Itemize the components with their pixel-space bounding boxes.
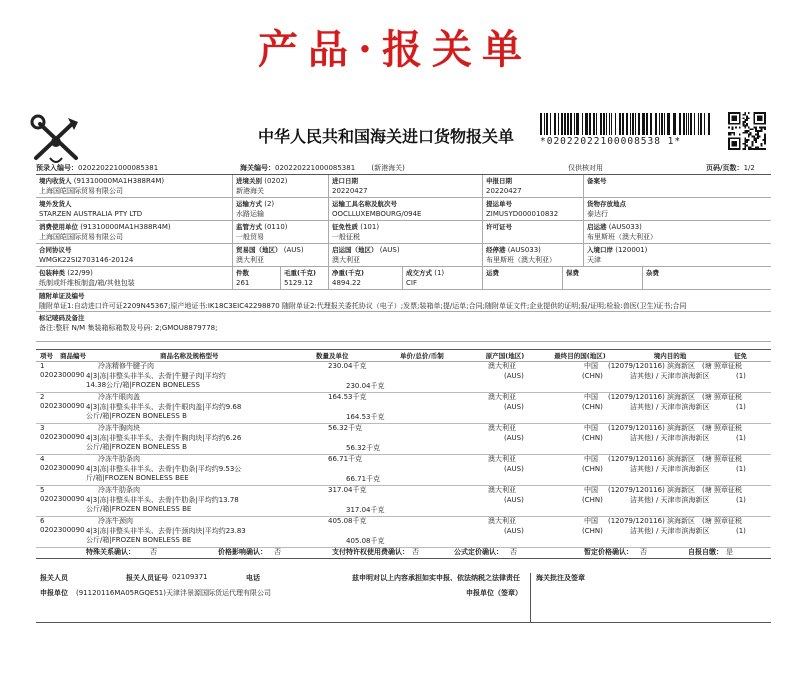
goods-name: 冷冻牛肋条肉 bbox=[98, 486, 140, 494]
goods-spec1: 4|3|冻|非整头非半头、去骨|牛腱子肉|平均约 bbox=[86, 372, 226, 380]
formula-price-label: 公式定价确认： bbox=[454, 548, 503, 556]
packaging-field bbox=[482, 267, 562, 289]
packaging-field bbox=[36, 267, 232, 289]
header-field bbox=[36, 198, 232, 220]
header-field bbox=[482, 198, 583, 220]
field-code: (1) bbox=[434, 269, 445, 277]
header-field bbox=[328, 221, 482, 243]
header-field bbox=[36, 221, 232, 243]
goods-qty2: 230.04千克 bbox=[346, 382, 385, 390]
goods-origin: 澳大利亚 bbox=[488, 362, 516, 370]
goods-column-header: 境内目的地 bbox=[653, 352, 687, 360]
declaring-unit-label: 申报单位 bbox=[40, 589, 68, 597]
goods-row bbox=[36, 424, 771, 455]
field-label: 经停港 bbox=[486, 246, 506, 254]
field-label: 贸易国（地区） bbox=[236, 246, 282, 254]
field-value: 布里斯班（澳大利亚） bbox=[587, 233, 657, 241]
goods-table-header bbox=[36, 350, 771, 362]
header-field bbox=[232, 244, 328, 266]
field-code: (120001) bbox=[615, 246, 648, 254]
goods-spec2: 公斤/箱|FROZEN BONELESS BE bbox=[86, 505, 192, 513]
header-field bbox=[328, 244, 482, 266]
goods-dest: 中国 bbox=[584, 486, 598, 494]
field-code: (AUS) bbox=[283, 246, 304, 254]
declaring-unit-seal-label: 申报单位（签章） bbox=[466, 589, 522, 597]
field-value: 泰达行 bbox=[587, 210, 608, 218]
field-value: 澳大利亚 bbox=[332, 256, 360, 264]
goods-name: 冷冻牛颈肉 bbox=[98, 517, 133, 525]
goods-row bbox=[36, 486, 771, 517]
field-value: 20220427 bbox=[332, 187, 368, 195]
field-label: 启运国（地区） bbox=[332, 246, 378, 254]
field-value: 一般征税 bbox=[332, 233, 360, 241]
price-impact-label: 价格影响确认： bbox=[218, 548, 267, 556]
header-field bbox=[328, 198, 482, 220]
goods-no: 6 bbox=[40, 517, 45, 525]
goods-domestic1: (12079/120116) 滨海新区 bbox=[608, 455, 696, 463]
packaging-field bbox=[642, 267, 771, 289]
field-value: 261 bbox=[236, 279, 250, 287]
field-label: 备案号 bbox=[587, 177, 607, 185]
header-field bbox=[328, 175, 482, 197]
goods-no: 5 bbox=[40, 486, 45, 494]
declarant-cert-value: 02109371 bbox=[172, 573, 208, 581]
goods-no: 4 bbox=[40, 455, 45, 463]
field-value: 纸制或纤维板制盒/箱/其他包装 bbox=[39, 279, 135, 287]
goods-column-header: 商品编号 bbox=[60, 352, 86, 360]
goods-column-header: 数量及单位 bbox=[316, 352, 349, 360]
field-code: (AUS) bbox=[379, 246, 400, 254]
qr-code-icon bbox=[728, 112, 766, 150]
goods-code: 0202300090 bbox=[40, 495, 85, 503]
declaration-footer bbox=[36, 573, 771, 623]
packaging-field bbox=[562, 267, 642, 289]
goods-domestic1: (12079/120116) 滨海新区 bbox=[608, 424, 696, 432]
field-label: 征免性质 bbox=[332, 223, 358, 231]
goods-dest: 中国 bbox=[584, 362, 598, 370]
goods-tax2: (1) bbox=[736, 496, 746, 504]
goods-domestic2: 洁其他) / 天津市滨海新区 bbox=[630, 403, 710, 411]
goods-table bbox=[36, 349, 771, 548]
goods-domestic1: (12079/120116) 滨海新区 bbox=[608, 517, 696, 525]
goods-origin: 澳大利亚 bbox=[488, 424, 516, 432]
goods-qty2: 164.53千克 bbox=[346, 413, 385, 421]
goods-qty1: 405.08千克 bbox=[328, 517, 367, 525]
header-field bbox=[482, 244, 583, 266]
field-label: 运输方式 bbox=[236, 200, 262, 208]
goods-tax: (塘 照章征税 bbox=[702, 393, 742, 401]
goods-qty1: 56.32千克 bbox=[328, 424, 363, 432]
self-payment-label: 自报自缴： bbox=[688, 548, 723, 556]
header-row bbox=[36, 198, 771, 221]
goods-column-header: 最终目的国(地区) bbox=[554, 352, 606, 360]
field-label: 许可证号 bbox=[486, 223, 512, 231]
goods-spec2: 斤/箱|FROZEN BONELESS BEE bbox=[86, 474, 189, 482]
field-label: 杂费 bbox=[646, 269, 659, 277]
goods-spec1: 4|3|冻|非整头非半头、去骨|牛肋条|平均约9.53公 bbox=[86, 465, 242, 473]
field-value: STARZEN AUSTRALIA PTY LTD bbox=[39, 210, 143, 218]
goods-spec1: 4|3|冻|非整头非半头、去骨|牛颈肉块|平均约23.83 bbox=[86, 527, 246, 535]
packaging-field bbox=[328, 267, 402, 289]
field-value: 新港海关 bbox=[236, 187, 264, 195]
provisional-price-label: 暂定价格确认： bbox=[584, 548, 633, 556]
field-value bbox=[566, 278, 639, 288]
goods-qty2: 66.71千克 bbox=[346, 475, 381, 483]
field-value: 天津 bbox=[587, 256, 601, 264]
goods-domestic2: 洁其他) / 天津市滨海新区 bbox=[630, 434, 710, 442]
field-label: 货物存放地点 bbox=[587, 200, 626, 208]
goods-name: 冷冻精修牛腱子肉 bbox=[98, 362, 154, 370]
legal-statement: 兹申明对以上内容承担如实申报、依法纳税之法律责任 bbox=[352, 574, 520, 582]
royalty-value: 否 bbox=[412, 548, 419, 556]
goods-code: 0202300090 bbox=[40, 402, 85, 410]
goods-origin: 澳大利亚 bbox=[488, 393, 516, 401]
goods-column-header: 商品名称及规格型号 bbox=[160, 352, 219, 360]
provisional-price-value: 否 bbox=[640, 548, 647, 556]
goods-column-header: 原产国(地区) bbox=[485, 352, 525, 360]
field-label: 件数 bbox=[236, 269, 249, 277]
customs-note-label: 海关批注及签章 bbox=[536, 574, 585, 582]
field-code: (101) bbox=[360, 223, 380, 231]
packaging-field bbox=[232, 267, 280, 289]
royalty-label: 支付特许权使用费确认： bbox=[332, 548, 409, 556]
field-code: (AUS033) bbox=[608, 223, 642, 231]
field-value: 4894.22 bbox=[332, 279, 361, 287]
field-value: WMGK22SI2703146-20124 bbox=[39, 256, 134, 264]
packaging-row bbox=[36, 267, 771, 290]
goods-name: 冷冻牛眼肉盖 bbox=[98, 393, 140, 401]
field-label: 提运单号 bbox=[486, 200, 512, 208]
field-value: 20220427 bbox=[486, 187, 522, 195]
field-code: (91310000MA1H388R4M) bbox=[73, 177, 165, 185]
field-label: 入境口岸 bbox=[587, 246, 613, 254]
goods-dest-code: (CHN) bbox=[582, 372, 603, 380]
goods-qty2: 317.04千克 bbox=[346, 506, 385, 514]
goods-dest-code: (CHN) bbox=[582, 434, 603, 442]
goods-code: 0202300090 bbox=[40, 526, 85, 534]
goods-spec2: 公斤/箱|FROZEN BONELESS BE bbox=[86, 536, 192, 544]
goods-tax: (塘 照章征税 bbox=[702, 486, 742, 494]
form-title: 中华人民共和国海关进口货物报关单 bbox=[258, 127, 515, 146]
field-label: 境外发货人 bbox=[39, 200, 72, 208]
goods-tax2: (1) bbox=[736, 403, 746, 411]
goods-origin: 澳大利亚 bbox=[488, 517, 516, 525]
goods-spec2: 公斤/箱|FROZEN BONELESS B bbox=[86, 443, 187, 451]
header-field bbox=[232, 198, 328, 220]
goods-column-header: 项号 bbox=[40, 352, 53, 360]
goods-spec1: 4|3|冻|非整头非半头、去骨|牛胸肉块|平均约6.26 bbox=[86, 434, 242, 442]
field-code: (AUS033) bbox=[507, 246, 541, 254]
goods-dest: 中国 bbox=[584, 455, 598, 463]
goods-qty2: 405.08千克 bbox=[346, 537, 385, 545]
self-payment-value: 是 bbox=[726, 548, 733, 556]
goods-domestic1: (12079/120116) 滨海新区 bbox=[608, 362, 696, 370]
header-field bbox=[482, 175, 583, 197]
header-field bbox=[36, 175, 232, 197]
goods-name: 冷冻牛胸肉块 bbox=[98, 424, 140, 432]
goods-row bbox=[36, 517, 771, 548]
goods-dest: 中国 bbox=[584, 424, 598, 432]
price-impact-value: 否 bbox=[274, 548, 281, 556]
goods-origin-code: (AUS) bbox=[504, 527, 524, 535]
field-label: 标记唛码及备注 bbox=[39, 314, 85, 322]
goods-origin-code: (AUS) bbox=[504, 434, 524, 442]
field-label: 随附单证及编号 bbox=[39, 292, 85, 300]
field-value: ZIMUSYD000010832 bbox=[486, 210, 559, 218]
field-value bbox=[646, 278, 768, 288]
field-code: (0110) bbox=[264, 223, 288, 231]
page-indicator: 页码/页数：1/2 bbox=[706, 164, 755, 172]
special-relation-value: 否 bbox=[150, 548, 157, 556]
field-label: 监管方式 bbox=[236, 223, 262, 231]
goods-domestic2: 洁其他) / 天津市滨海新区 bbox=[630, 496, 710, 504]
goods-domestic2: 洁其他) / 天津市滨海新区 bbox=[630, 465, 710, 473]
header-form bbox=[36, 174, 771, 342]
goods-no: 2 bbox=[40, 393, 45, 401]
phone-label: 电话 bbox=[246, 574, 260, 582]
header-row bbox=[36, 221, 771, 244]
field-label: 申报日期 bbox=[486, 177, 512, 185]
header-field bbox=[36, 244, 232, 266]
goods-domestic1: (12079/120116) 滨海新区 bbox=[608, 486, 696, 494]
field-label: 净重(千克) bbox=[332, 269, 364, 277]
goods-origin-code: (AUS) bbox=[504, 496, 524, 504]
goods-spec2: 公斤/箱|FROZEN BONELESS B bbox=[86, 412, 187, 420]
remarks-row bbox=[36, 312, 771, 342]
field-value: 一般贸易 bbox=[236, 233, 264, 241]
goods-code: 0202300090 bbox=[40, 433, 85, 441]
goods-spec2: 14.38公斤/箱|FROZEN BONELESS bbox=[86, 381, 200, 389]
goods-domestic2: 洁其他) / 天津市滨海新区 bbox=[630, 372, 710, 380]
goods-origin-code: (AUS) bbox=[504, 465, 524, 473]
field-label: 运费 bbox=[486, 269, 499, 277]
field-value: 备注:整肝 N/M 集装箱标箱数及号码: 2;GMOU8879778; bbox=[39, 324, 218, 332]
field-value: 上海国皑国际贸易有限公司 bbox=[39, 233, 123, 241]
goods-code: 0202300090 bbox=[40, 371, 85, 379]
field-label: 消费使用单位 bbox=[39, 223, 78, 231]
goods-row bbox=[36, 362, 771, 393]
field-value: 上海国皑国际贸易有限公司 bbox=[39, 187, 123, 195]
field-label: 包装种类 bbox=[39, 269, 65, 277]
field-code: (2) bbox=[264, 200, 275, 208]
goods-tax: (塘 照章征税 bbox=[702, 362, 742, 370]
goods-qty1: 66.71千克 bbox=[328, 455, 363, 463]
goods-row bbox=[36, 393, 771, 424]
formula-price-value: 否 bbox=[510, 548, 517, 556]
header-field bbox=[482, 221, 583, 243]
field-value: CIF bbox=[406, 279, 417, 287]
field-label: 毛重(千克) bbox=[284, 269, 316, 277]
footer-divider bbox=[530, 573, 531, 623]
field-value: 布里斯班（澳大利亚） bbox=[486, 256, 556, 264]
packaging-field bbox=[402, 267, 482, 289]
goods-qty1: 164.53千克 bbox=[328, 393, 367, 401]
goods-qty1: 317.04千克 bbox=[328, 486, 367, 494]
goods-origin: 澳大利亚 bbox=[488, 486, 516, 494]
goods-tax2: (1) bbox=[736, 434, 746, 442]
declaring-unit-value: (91120116MA05RGQE51)天津沣景源国际货运代理有限公司 bbox=[76, 589, 271, 597]
attached-documents-row bbox=[36, 290, 771, 312]
customs-number: 海关编号：020220221000085381 (新港海关) bbox=[240, 164, 405, 172]
header-field bbox=[583, 198, 771, 220]
goods-row bbox=[36, 455, 771, 486]
special-relation-label: 特殊关系确认： bbox=[86, 548, 135, 556]
goods-dest-code: (CHN) bbox=[582, 465, 603, 473]
field-value: OOCLLUXEMBOURG/094E bbox=[332, 210, 422, 218]
goods-origin-code: (AUS) bbox=[504, 372, 524, 380]
goods-spec1: 4|3|冻|非整头非半头、去骨|牛眼肉盖|平均约9.68 bbox=[86, 403, 242, 411]
goods-domestic2: 洁其他) / 天津市滨海新区 bbox=[630, 527, 710, 535]
goods-tax: (塘 照章征税 bbox=[702, 424, 742, 432]
field-value: 随附单证1:自动进口许可证2209N45367;原产地证书:IK18C3EIC42298870 随附单证2:代理报关委托协议（电子）;发票;装箱单;提/运单;合同;随附单证文件;企业提供的证明;报/证明;检验:兽医(卫生)证书;合同 bbox=[39, 302, 687, 310]
customs-emblem-icon bbox=[28, 114, 84, 170]
goods-column-header: 征免 bbox=[734, 352, 747, 360]
verify-note: 仅供核对用 bbox=[568, 164, 603, 172]
field-label: 保费 bbox=[566, 269, 579, 277]
goods-domestic1: (12079/120116) 滨海新区 bbox=[608, 393, 696, 401]
goods-column-header: 单价/总价/币制 bbox=[400, 352, 444, 360]
field-label: 进口日期 bbox=[332, 177, 358, 185]
goods-spec1: 4|3|冻|非整头非半头、去骨|牛肋条|平均约13.78 bbox=[86, 496, 239, 504]
goods-dest-code: (CHN) bbox=[582, 527, 603, 535]
field-label: 境内收货人 bbox=[39, 177, 72, 185]
field-code: (22/99) bbox=[67, 269, 93, 277]
goods-dest: 中国 bbox=[584, 517, 598, 525]
goods-tax2: (1) bbox=[736, 372, 746, 380]
declarant-label: 报关人员 bbox=[40, 574, 68, 582]
header-field bbox=[583, 175, 771, 197]
field-value bbox=[486, 278, 559, 288]
goods-dest-code: (CHN) bbox=[582, 403, 603, 411]
goods-origin-code: (AUS) bbox=[504, 403, 524, 411]
header-field bbox=[583, 221, 771, 243]
field-code: (91310000MA1H388R4M) bbox=[80, 223, 171, 231]
field-label: 启运港 bbox=[587, 223, 607, 231]
preentry-number: 预录入编号：020220221000085381 bbox=[36, 164, 159, 172]
goods-dest: 中国 bbox=[584, 393, 598, 401]
header-field bbox=[232, 221, 328, 243]
confirm-row bbox=[36, 547, 771, 559]
goods-no: 1 bbox=[40, 362, 45, 370]
goods-tax: (塘 照章征税 bbox=[702, 517, 742, 525]
field-value: 水路运输 bbox=[236, 210, 264, 218]
field-label: 合同协议号 bbox=[39, 246, 72, 254]
goods-no: 3 bbox=[40, 424, 45, 432]
goods-tax2: (1) bbox=[736, 527, 746, 535]
header-row bbox=[36, 244, 771, 267]
goods-dest-code: (CHN) bbox=[582, 496, 603, 504]
goods-qty2: 56.32千克 bbox=[346, 444, 381, 452]
field-value: 澳大利亚 bbox=[236, 256, 264, 264]
goods-code: 0202300090 bbox=[40, 464, 85, 472]
goods-name: 冷冻牛肋条肉 bbox=[98, 455, 140, 463]
header-row bbox=[36, 175, 771, 198]
goods-tax2: (1) bbox=[736, 465, 746, 473]
barcode-icon bbox=[540, 113, 714, 135]
field-label: 成交方式 bbox=[406, 269, 432, 277]
goods-origin: 澳大利亚 bbox=[488, 455, 516, 463]
goods-qty1: 230.04千克 bbox=[328, 362, 367, 370]
barcode-number: *02022022100008538 1* bbox=[540, 136, 682, 147]
packaging-field bbox=[280, 267, 328, 289]
field-label: 进境关别 bbox=[236, 177, 262, 185]
field-code: (0202) bbox=[264, 177, 288, 185]
page-headline: 产品·报关单 bbox=[258, 26, 532, 73]
declarant-cert-label: 报关人员证号 bbox=[126, 574, 168, 582]
header-field bbox=[232, 175, 328, 197]
field-label: 运输工具名称及航次号 bbox=[332, 200, 397, 208]
field-value: 5129.12 bbox=[284, 279, 313, 287]
goods-tax: (塘 照章征税 bbox=[702, 455, 742, 463]
header-field bbox=[583, 244, 771, 266]
